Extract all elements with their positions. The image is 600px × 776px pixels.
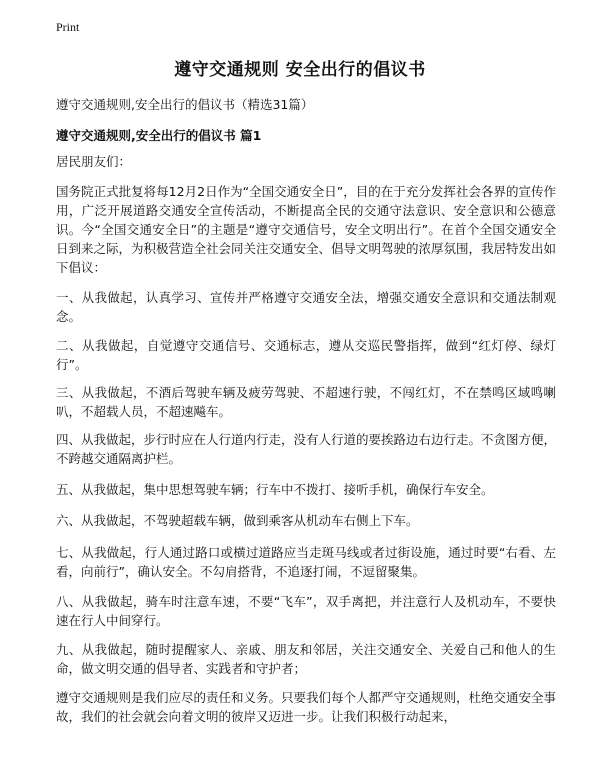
paragraph-item-7: 七、从我做起，行人通过路口或横过道路应当走斑马线或者过街设施，通过时要“右看、左看，向前行”，确认安全。不勾肩搭背，不追逐打闹，不逗留聚集。 [56, 545, 556, 579]
paragraph-item-6: 六、从我做起，不驾驶超载车辆，做到乘客从机动车右侧上下车。 [56, 513, 419, 528]
paragraph-item-8: 八、从我做起，骑车时注意车速，不要“飞车”，双手离把，并注意行人及机动车，不要快速在行人中间穿行。 [56, 594, 556, 628]
page-title: 遵守交通规则 安全出行的倡议书 [174, 60, 426, 80]
section-heading: 遵守交通规则,安全出行的倡议书 篇1 [56, 128, 262, 143]
paragraph-item-5: 五、从我做起，集中思想驾驶车辆；行车中不拨打、接听手机，确保行车安全。 [56, 482, 494, 497]
paragraph-item-4: 四、从我做起，步行时应在人行道内行走，没有人行道的要挨路边右边行走。不贪图方便，不跨越交通隔离护栏。 [56, 432, 557, 466]
paragraph-item-1: 一、从我做起，认真学习、宣传并严格遵守交通安全法，增强交通安全意识和交通法制观念。 [56, 290, 556, 324]
print-link[interactable]: Print [56, 20, 80, 34]
paragraph-closing: 遵守交通规则是我们应尽的责任和义务。只要我们每个人都严守交通规则，杜绝交通安全事故，我们的社会就会向着文明的彼岸又迈进一步。让我们积极行动起来， [56, 690, 557, 724]
paragraph-item-3: 三、从我做起，不酒后驾驶车辆及疲劳驾驶、不超速行驶，不闯红灯，不在禁鸣区域鸣喇叭，不超载人员，不超速飚车。 [56, 385, 556, 419]
greeting: 居民朋友们： [56, 154, 132, 169]
paragraph-intro: 国务院正式批复将每12月2日作为“全国交通安全日”，目的在于充分发挥社会各界的宣传作用，广泛开展道路交通安全宣传活动，不断提高全民的交通守法意识、安全意识和公德意识。今“全国交通安全日”的主题是“遵守交通信号，安全文明出行”。在首个全国交通安全日到来之际，为积极营造全社会同关注交通安全、倡导文明驾驶的浓厚氛围，我居特发出如下倡议： [56, 184, 557, 275]
paragraph-item-9: 九、从我做起，随时提醒家人、亲戚、朋友和邻居，关注交通安全、关爱自己和他人的生命，做文明交通的倡导者、实践者和守护者； [56, 642, 556, 676]
document-subtitle: 遵守交通规则,安全出行的倡议书（精选31篇） [56, 97, 314, 112]
paragraph-item-2: 二、从我做起，自觉遵守交通信号、交通标志，遵从交巡民警指挥，做到“红灯停、绿灯行”。 [56, 338, 556, 372]
